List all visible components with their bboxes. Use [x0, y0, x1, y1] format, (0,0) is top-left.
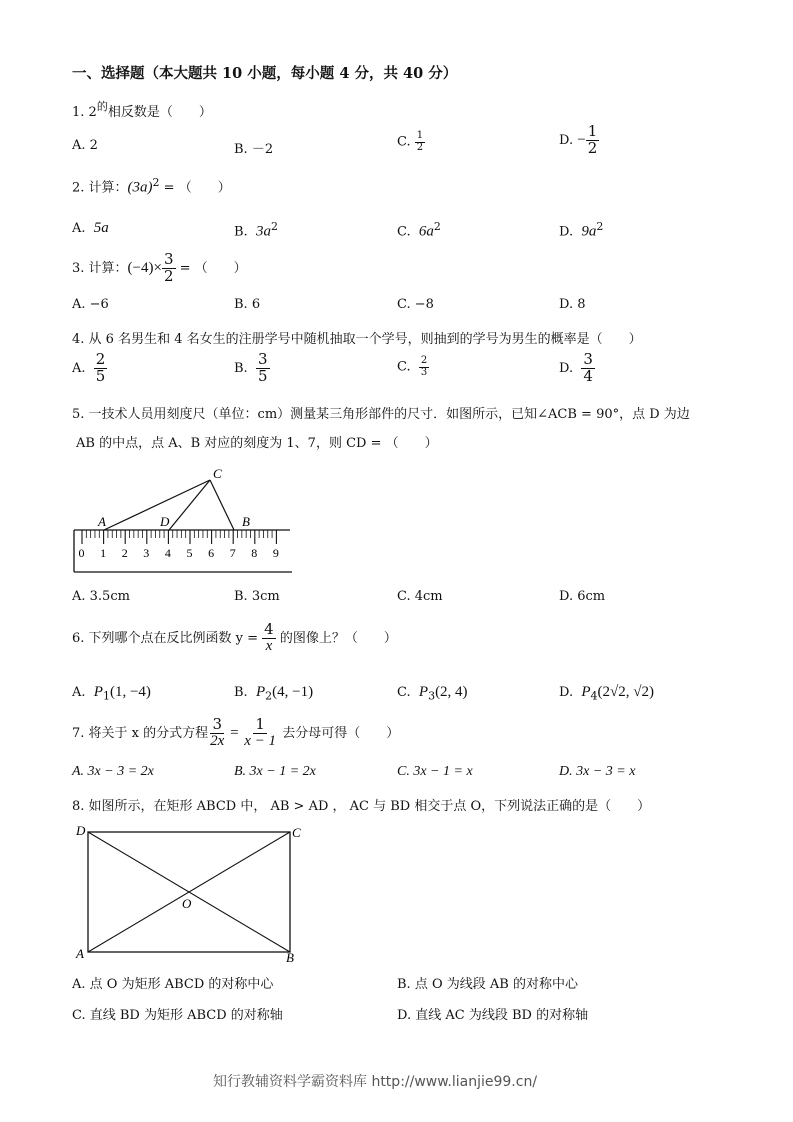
label-B: B	[286, 950, 294, 965]
ruler-number: 9	[272, 546, 279, 560]
segment-AC	[104, 480, 210, 530]
q5-option-d[interactable]: D. 6cm	[559, 589, 606, 604]
question-2-stem: 2. 计算：$(3a)^2$ = （ ）	[72, 176, 231, 196]
q4-option-b[interactable]: B. $\frac{3}{5}$	[234, 350, 268, 385]
q3-option-a[interactable]: A. −6	[72, 297, 109, 312]
label-C: C	[213, 466, 222, 481]
q8-option-a[interactable]: A. 点 O 为矩形 ABCD 的对称中心	[72, 977, 274, 992]
q2-option-a[interactable]: A. 5a	[72, 220, 109, 236]
q4-option-a[interactable]: A. $\frac{2}{5}$	[72, 350, 106, 385]
ruler-numbers	[79, 546, 279, 560]
ruler-number: 1	[100, 546, 107, 560]
question-1-stem: 1. $2^的$相反数是（ ）	[72, 100, 212, 120]
q3-option-b[interactable]: B. 6	[234, 297, 261, 312]
footer-watermark: 知行教辅资料学霸资料库 http://www.lianjie99.cn/	[213, 1074, 538, 1090]
q4-option-d[interactable]: D. $\frac{3}{4}$	[559, 350, 593, 385]
ruler-number: 6	[208, 546, 215, 560]
q1-option-c[interactable]: C. $\frac{1}{2}$	[397, 130, 424, 153]
section-title: 一、选择题（本大题共 10 小题，每小题 4 分，共 40 分）	[72, 65, 458, 82]
q4-option-c[interactable]: C. $\frac{2}{3}$	[397, 355, 428, 378]
ruler-number: 3	[143, 546, 150, 560]
question-5-line1: 5. 一技术人员用刻度尺（单位：cm）测量某三角形部件的尺寸．如图所示，已知∠ACB = 90°，点 D 为边	[72, 407, 690, 422]
q2-option-c[interactable]: C. $6a^2$	[397, 220, 441, 240]
ruler-triangle-figure	[70, 464, 300, 576]
segment-DC	[169, 480, 210, 530]
q6-option-d[interactable]: D. $P_4(2√2$, √2)	[559, 684, 654, 703]
q1-option-d[interactable]: D. − $\frac{1}{2}$	[559, 122, 598, 157]
q3-option-d[interactable]: D. 8	[559, 297, 586, 312]
ruler-number: 7	[229, 546, 236, 560]
q5-option-b[interactable]: B. 3cm	[234, 589, 280, 604]
question-5-line2: AB 的中点，点 A、B 对应的刻度为 1、7，则 CD = （ ）	[76, 436, 438, 451]
q5-option-c[interactable]: C. 4cm	[397, 589, 443, 604]
q8-option-c[interactable]: C. 直线 BD 为矩形 ABCD 的对称轴	[72, 1008, 283, 1023]
q6-option-a[interactable]: A. $P_1(1$, −4)	[72, 684, 151, 703]
q1-option-b[interactable]: B. －2	[234, 142, 274, 157]
question-8-stem: 8. 如图所示，在矩形 ABCD 中， AB > AD ， AC 与 BD 相交于点 O，下列说法正确的是（ ）	[72, 799, 651, 814]
question-3-stem: 3. 计算：(−4)× $\frac{3}{2}$ = （ ）	[72, 250, 247, 285]
q2-option-b[interactable]: B. $3a^2$	[234, 220, 278, 240]
rectangle-figure	[72, 822, 312, 967]
label-A: A	[76, 946, 84, 961]
label-B: B	[242, 514, 250, 529]
q3-option-c[interactable]: C. −8	[397, 297, 434, 312]
ruler-tick-marks	[82, 530, 276, 544]
ruler-number: 0	[78, 546, 85, 560]
q5-option-a[interactable]: A. 3.5cm	[72, 589, 130, 604]
question-6-stem: 6. 下列哪个点在反比例函数 y = $\frac{4}{x}$ 的图像上？（ ）	[72, 620, 397, 654]
q6-option-c[interactable]: C. $P_3(2$, 4)	[397, 684, 468, 703]
question-4-stem: 4. 从 6 名男生和 4 名女生的注册学号中随机抽取一个学号，则抽到的学号为男生的概率是（ ）	[72, 332, 642, 347]
q8-option-b[interactable]: B. 点 O 为线段 AB 的对称中心	[397, 977, 578, 992]
q6-option-b[interactable]: B. $P_2(4$, −1)	[234, 684, 314, 703]
ruler-number: 5	[186, 546, 193, 560]
q7-option-d[interactable]: D. 3x − 3 = x	[559, 764, 636, 779]
q7-option-c[interactable]: C. 3x − 1 = x	[397, 764, 473, 779]
question-7-stem: 7. 将关于 x 的分式方程 $\frac{3}{2x}$ = $\frac{1}{x - 1}$ 去分母可得（ ）	[72, 715, 400, 749]
ruler-number: 8	[251, 546, 258, 560]
label-A: A	[98, 514, 106, 529]
q1-option-a[interactable]: A. 2	[72, 138, 98, 153]
q7-option-b[interactable]: B. 3x − 1 = 2x	[234, 764, 316, 779]
q7-option-a[interactable]: A. 3x − 3 = 2x	[72, 764, 154, 779]
label-D: D	[160, 514, 170, 529]
q8-option-d[interactable]: D. 直线 AC 为线段 BD 的对称轴	[397, 1008, 589, 1023]
ruler-number: 2	[121, 546, 128, 560]
segment-CB	[210, 480, 234, 530]
label-C: C	[292, 825, 301, 840]
label-O: O	[182, 896, 192, 911]
ruler-number: 4	[164, 546, 171, 560]
q2-option-d[interactable]: D. $9a^2$	[559, 220, 604, 240]
label-D: D	[76, 823, 86, 838]
